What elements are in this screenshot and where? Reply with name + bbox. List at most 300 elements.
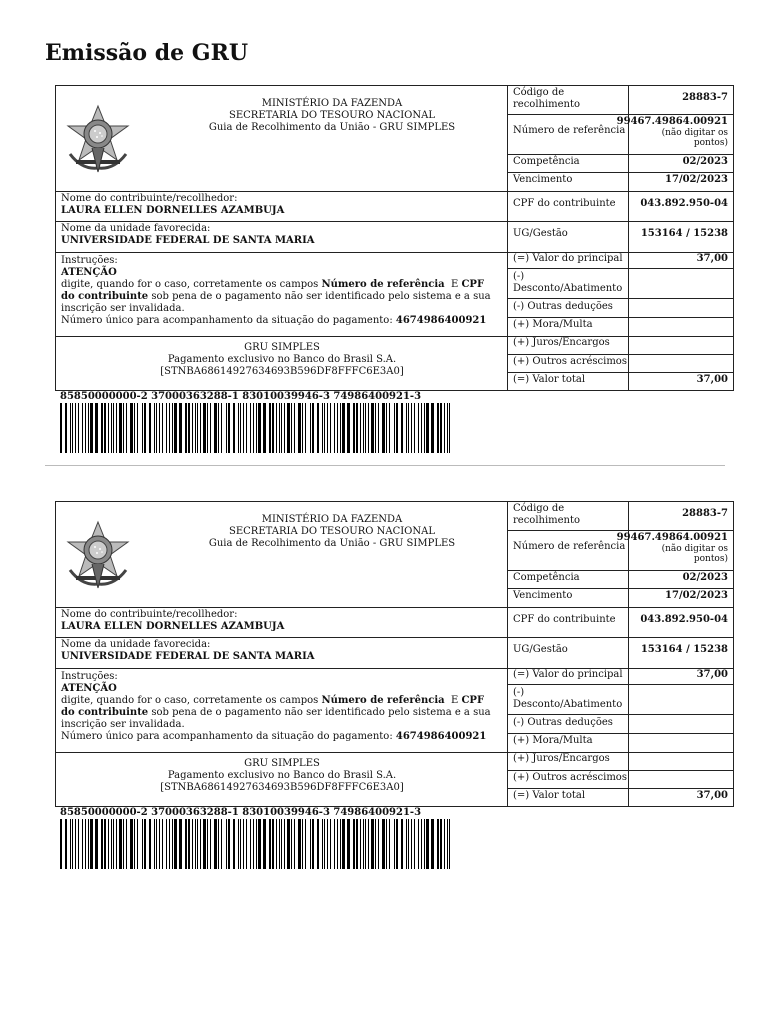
barcode-bar — [340, 819, 341, 869]
barcode-bar — [334, 819, 335, 869]
barcode-bar — [174, 819, 177, 869]
barcode-bar — [426, 403, 429, 453]
footer-banco: Pagamento exclusivo no Banco do Brasil S.A. — [167, 354, 397, 365]
barcode-bar — [382, 403, 385, 453]
linha-digitavel: 85850000000-2 37000363288-1 83010039946-3 74986400921-3 — [60, 391, 422, 402]
barcode-bar — [192, 403, 193, 453]
barcode-bar — [353, 403, 355, 453]
barcode-bar — [90, 403, 93, 453]
contribuinte-cell — [61, 193, 501, 217]
barcode-bar — [142, 403, 143, 453]
brazil-coat-of-arms-icon — [62, 104, 134, 174]
barcode-bar — [82, 819, 83, 869]
barcode-bar — [90, 819, 93, 869]
contribuinte-label: Nome do contribuinte/recollhedor: — [61, 193, 238, 204]
gru-type: Guia de Recolhimento da União - GRU SIMPLES — [208, 122, 456, 133]
barcode-bar — [210, 819, 211, 869]
barcode-bar — [116, 819, 117, 869]
gru-right-column — [508, 502, 733, 806]
barcode-bar — [269, 819, 271, 869]
juros-label: (+) Juros/Encargos — [513, 753, 610, 764]
barcode-bar — [221, 403, 222, 453]
barcode-bar — [154, 819, 155, 869]
barcode-bar — [317, 819, 319, 869]
barcode-bar — [203, 403, 206, 453]
barcode-bar — [258, 819, 261, 869]
barcode-bar — [228, 403, 230, 453]
barcode-bar — [75, 403, 76, 453]
instrucoes-text — [61, 279, 501, 315]
barcode-bar — [394, 403, 395, 453]
barcode-bar — [75, 819, 76, 869]
barcode-bar — [298, 819, 301, 869]
vencimento-value: 17/02/2023 — [665, 590, 728, 601]
instrucoes-text-part: digite, quando for o caso, corretamente os campos — [61, 279, 322, 290]
barcode-bar — [195, 819, 196, 869]
instrucoes-text-part: sob pena de o pagamento não ser identificado pelo sistema e a sua inscrição ser invalidada. — [61, 707, 491, 730]
total-value: 37,00 — [696, 374, 728, 385]
barcode-bar — [418, 403, 419, 453]
atencao-label: ATENÇÃO — [61, 683, 117, 694]
barcode-bar — [185, 819, 187, 869]
unidade-label: Nome da unidade favorecida: — [61, 223, 211, 234]
barcode-bar — [65, 403, 67, 453]
footer-codigo: [STNBA68614927634693B596DF8FFFC6E3A0] — [160, 366, 404, 377]
barcode-bar — [269, 403, 271, 453]
cpf-label: CPF do contribuinte — [513, 614, 616, 625]
barcode-bar — [243, 819, 244, 869]
barcode-bar — [101, 403, 103, 453]
numero-unico-value: 4674986400921 — [395, 731, 487, 742]
barcode-bar — [108, 403, 109, 453]
instrucoes-text-part: digite, quando for o caso, corretamente os campos — [61, 695, 322, 706]
barcode-bar — [365, 819, 366, 869]
ug-label: UG/Gestão — [513, 644, 568, 655]
barcode-bar — [334, 403, 335, 453]
numero-unico-line — [61, 731, 501, 743]
barcode-bar — [276, 403, 277, 453]
barcode-bar — [253, 403, 254, 453]
barcode-bar — [294, 819, 295, 869]
instrucoes-label: Instruções: — [61, 671, 118, 682]
barcode-bar — [82, 403, 83, 453]
barcode-bar — [188, 819, 190, 869]
barcode-bar — [256, 819, 257, 869]
gru-copy-2 — [55, 501, 734, 818]
cpf-label: CPF do contribuinte — [513, 198, 616, 209]
total-label: (=) Valor total — [513, 374, 586, 385]
barcode-bar — [424, 403, 425, 453]
barcode-bar — [437, 819, 439, 869]
barcode-bar — [126, 819, 127, 869]
barcode-bar — [337, 403, 338, 453]
barcode-bar — [240, 403, 241, 453]
instrucoes-bold-cpf: CPF do contribuinte — [61, 279, 485, 302]
page-title: Emissão de GRU — [45, 40, 249, 66]
instrucoes-text-part: sob pena de o pagamento não ser identificado pelo sistema e a sua inscrição ser invalidada. — [61, 291, 491, 314]
referencia-value-block — [617, 532, 728, 564]
acrescimos-label: (+) Outros acréscimos — [513, 772, 627, 783]
barcode-bar — [444, 403, 445, 453]
juros-label: (+) Juros/Encargos — [513, 337, 610, 348]
barcode-bar — [258, 403, 261, 453]
barcode-bar — [156, 819, 157, 869]
barcode-bar — [169, 403, 170, 453]
barcode-bar — [284, 403, 285, 453]
contribuinte-value: LAURA ELLEN DORNELLES AZAMBUJA — [61, 205, 285, 216]
barcode-bar — [246, 819, 247, 869]
barcode-bar — [214, 403, 217, 453]
barcode-bar — [200, 819, 201, 869]
barcode-bar — [356, 819, 358, 869]
barcode-bar — [279, 403, 280, 453]
footer-codigo: [STNBA68614927634693B596DF8FFFC6E3A0] — [160, 782, 404, 793]
barcode-bar — [305, 819, 306, 869]
secretariat-name: SECRETARIA DO TESOURO NACIONAL — [229, 110, 435, 121]
barcode-bar — [414, 819, 415, 869]
barcode-bar — [123, 819, 124, 869]
principal-value: 37,00 — [696, 253, 728, 264]
instrucoes-text — [61, 695, 501, 731]
barcode-bar — [310, 403, 311, 453]
barcode-bar — [78, 403, 79, 453]
contribuinte-cell — [61, 609, 501, 633]
barcode-bar — [72, 819, 73, 869]
deducoes-label: (-) Outras deduções — [513, 301, 613, 312]
barcode-bar — [378, 403, 379, 453]
barcode-bar — [197, 819, 198, 869]
barcode-bar — [368, 819, 369, 869]
barcode-bar — [226, 819, 227, 869]
barcode-bar — [449, 403, 450, 453]
secretariat-name: SECRETARIA DO TESOURO NACIONAL — [229, 526, 435, 537]
barcode-bar — [226, 403, 227, 453]
gru-header-text — [136, 98, 528, 134]
barcode — [60, 819, 452, 869]
barcode-bar — [272, 403, 274, 453]
barcode-bar — [287, 819, 290, 869]
barcode-bar — [302, 403, 303, 453]
barcode-bar — [375, 403, 376, 453]
barcode-bar — [134, 819, 135, 869]
referencia-note: (não digitar os pontos) — [661, 128, 728, 148]
barcode-bar — [60, 403, 62, 453]
gru-header-text — [136, 514, 528, 550]
barcode-bar — [406, 403, 407, 453]
barcode-bar — [256, 403, 257, 453]
barcode-bar — [281, 403, 282, 453]
barcode-bar — [113, 819, 114, 869]
barcode-bar — [426, 819, 429, 869]
gru-header — [56, 502, 508, 607]
unidade-label: Nome da unidade favorecida: — [61, 639, 211, 650]
brazil-coat-of-arms-icon — [62, 520, 134, 590]
barcode-bar — [368, 403, 369, 453]
contribuinte-label: Nome do contribuinte/recollhedor: — [61, 609, 238, 620]
codigo-label: Código de recolhimento — [513, 503, 581, 526]
barcode-bar — [298, 403, 301, 453]
barcode-bar — [85, 403, 86, 453]
barcode-bar — [347, 403, 350, 453]
codigo-value: 28883-7 — [682, 92, 728, 103]
barcode-bar — [95, 819, 98, 869]
barcode-bar — [195, 403, 196, 453]
barcode-bar — [126, 403, 127, 453]
footer-gru-simples: GRU SIMPLES — [244, 758, 320, 769]
gru-form — [55, 501, 734, 807]
barcode-bar — [172, 403, 173, 453]
barcode-bar — [414, 403, 415, 453]
vencimento-label: Vencimento — [513, 590, 573, 601]
instrucoes-cell — [61, 671, 501, 743]
gru-header — [56, 86, 508, 191]
barcode-bar — [221, 819, 222, 869]
barcode-bar — [218, 403, 219, 453]
linha-digitavel: 85850000000-2 37000363288-1 83010039946-3 74986400921-3 — [60, 807, 422, 818]
barcode-bar — [444, 819, 445, 869]
desconto-label: (-) Desconto/Abatimento — [513, 687, 623, 710]
barcode-bar — [156, 403, 157, 453]
barcode-bar — [88, 403, 89, 453]
referencia-label: Número de referência — [513, 125, 626, 136]
barcode-bar — [149, 403, 151, 453]
barcode-bar — [214, 819, 217, 869]
barcode-bar — [327, 403, 328, 453]
barcode-bar — [281, 819, 282, 869]
acrescimos-label: (+) Outros acréscimos — [513, 356, 627, 367]
unidade-value: UNIVERSIDADE FEDERAL DE SANTA MARIA — [61, 235, 315, 246]
barcode-bar — [159, 819, 160, 869]
referencia-value-block — [617, 116, 728, 148]
vencimento-value: 17/02/2023 — [665, 174, 728, 185]
barcode-bar — [200, 403, 201, 453]
referencia-label: Número de referência — [513, 541, 626, 552]
instrucoes-bold-referencia: Número de referência — [321, 279, 445, 290]
barcode-bar — [394, 819, 395, 869]
barcode-bar — [291, 819, 292, 869]
barcode-bar — [65, 819, 67, 869]
barcode-bar — [363, 403, 364, 453]
barcode-bar — [60, 819, 62, 869]
cpf-value: 043.892.950-04 — [640, 614, 728, 625]
codigo-label: Código de recolhimento — [513, 87, 581, 110]
barcode-bar — [243, 403, 244, 453]
barcode-bar — [421, 403, 422, 453]
barcode-bar — [279, 819, 280, 869]
barcode-bar — [342, 819, 345, 869]
unidade-cell — [61, 639, 501, 663]
barcode-bar — [142, 819, 143, 869]
barcode-bar — [317, 403, 319, 453]
barcode-bar — [123, 403, 124, 453]
barcode-bar — [360, 403, 361, 453]
barcode-bar — [440, 403, 442, 453]
barcode-bar — [111, 403, 112, 453]
barcode-bar — [440, 819, 442, 869]
barcode-bar — [197, 403, 198, 453]
barcode-bar — [188, 403, 190, 453]
barcode-bar — [401, 403, 403, 453]
total-label: (=) Valor total — [513, 790, 586, 801]
barcode-bar — [233, 819, 235, 869]
barcode-bar — [431, 403, 434, 453]
ug-label: UG/Gestão — [513, 228, 568, 239]
barcode-bar — [228, 819, 230, 869]
barcode-bar — [179, 403, 182, 453]
barcode-bar — [312, 819, 314, 869]
barcode-bar — [276, 819, 277, 869]
barcode-bar — [353, 819, 355, 869]
barcode-bar — [421, 819, 422, 869]
barcode-bar — [291, 403, 292, 453]
total-value: 37,00 — [696, 790, 728, 801]
barcode-bar — [396, 403, 398, 453]
unidade-value: UNIVERSIDADE FEDERAL DE SANTA MARIA — [61, 651, 315, 662]
principal-label: (=) Valor do principal — [513, 669, 623, 680]
barcode-bar — [85, 819, 86, 869]
barcode-bar — [382, 819, 385, 869]
barcode-bar — [371, 819, 374, 869]
deducoes-label: (-) Outras deduções — [513, 717, 613, 728]
barcode-bar — [294, 403, 295, 453]
barcode-bar — [431, 819, 434, 869]
numero-unico-label: Número único para acompanhamento da situação do pagamento: — [61, 731, 396, 742]
barcode-bar — [116, 403, 117, 453]
barcode-bar — [327, 819, 328, 869]
barcode-bar — [233, 403, 235, 453]
barcode-bar — [447, 403, 448, 453]
barcode-bar — [360, 819, 361, 869]
barcode-bar — [119, 819, 122, 869]
instrucoes-label: Instruções: — [61, 255, 118, 266]
barcode-bar — [330, 819, 331, 869]
gru-form — [55, 85, 734, 391]
ug-value: 153164 / 15238 — [640, 644, 728, 655]
barcode-bar — [166, 819, 167, 869]
barcode-bar — [207, 403, 208, 453]
barcode-bar — [101, 819, 103, 869]
principal-label: (=) Valor do principal — [513, 253, 623, 264]
barcode-bar — [424, 819, 425, 869]
barcode-bar — [408, 403, 409, 453]
barcode-bar — [322, 819, 323, 869]
gru-type: Guia de Recolhimento da União - GRU SIMPLES — [208, 538, 456, 549]
numero-unico-line — [61, 315, 501, 327]
barcode-bar — [134, 403, 135, 453]
barcode-bar — [119, 403, 122, 453]
barcode-bar — [386, 819, 387, 869]
barcode-bar — [238, 819, 239, 869]
barcode-bar — [310, 819, 311, 869]
barcode-bar — [174, 403, 177, 453]
barcode-bar — [389, 819, 390, 869]
barcode-bar — [111, 819, 112, 869]
barcode-bar — [302, 819, 303, 869]
barcode-bar — [396, 819, 398, 869]
barcode-bar — [324, 403, 325, 453]
barcode-bar — [108, 819, 109, 869]
barcode-bar — [340, 403, 341, 453]
barcode-bar — [386, 403, 387, 453]
barcode-bar — [169, 819, 170, 869]
competencia-value: 02/2023 — [682, 572, 728, 583]
barcode-bar — [185, 403, 187, 453]
barcode-bar — [207, 819, 208, 869]
barcode-bar — [250, 403, 251, 453]
barcode-bar — [238, 403, 239, 453]
atencao-label: ATENÇÃO — [61, 267, 117, 278]
barcode-bar — [356, 403, 358, 453]
instrucoes-bold-cpf: CPF do contribuinte — [61, 695, 485, 718]
barcode-bar — [411, 819, 412, 869]
barcode-bar — [324, 819, 325, 869]
ministry-name: MINISTÉRIO DA FAZENDA — [261, 98, 403, 109]
barcode-bar — [144, 403, 146, 453]
competencia-label: Competência — [513, 156, 580, 167]
gru-footer — [56, 342, 508, 378]
mora-label: (+) Mora/Multa — [513, 735, 593, 746]
barcode-bar — [378, 819, 379, 869]
barcode — [60, 403, 452, 453]
referencia-value: 99467.49864.00921 — [616, 116, 728, 127]
gru-left-column — [56, 86, 508, 390]
barcode-bar — [284, 819, 285, 869]
barcode-bar — [389, 403, 390, 453]
cpf-value: 043.892.950-04 — [640, 198, 728, 209]
competencia-label: Competência — [513, 572, 580, 583]
barcode-bar — [130, 403, 133, 453]
barcode-bar — [411, 403, 412, 453]
barcode-bar — [149, 819, 151, 869]
vencimento-label: Vencimento — [513, 174, 573, 185]
codigo-value: 28883-7 — [682, 508, 728, 519]
barcode-bar — [70, 403, 71, 453]
barcode-bar — [172, 819, 173, 869]
barcode-bar — [337, 819, 338, 869]
barcode-bar — [166, 403, 167, 453]
gru-right-column — [508, 86, 733, 390]
gru-left-column — [56, 502, 508, 806]
barcode-bar — [162, 819, 163, 869]
barcode-bar — [88, 819, 89, 869]
competencia-value: 02/2023 — [682, 156, 728, 167]
barcode-bar — [130, 819, 133, 869]
barcode-bar — [305, 403, 306, 453]
barcode-bar — [263, 403, 266, 453]
barcode-bar — [154, 403, 155, 453]
barcode-bar — [95, 403, 98, 453]
divider — [45, 465, 725, 466]
barcode-bar — [70, 819, 71, 869]
barcode-bar — [418, 819, 419, 869]
barcode-bar — [406, 819, 407, 869]
barcode-bar — [322, 403, 323, 453]
instrucoes-cell — [61, 255, 501, 327]
footer-gru-simples: GRU SIMPLES — [244, 342, 320, 353]
barcode-bar — [272, 819, 274, 869]
barcode-bar — [104, 403, 106, 453]
barcode-bar — [113, 403, 114, 453]
gru-footer — [56, 758, 508, 794]
barcode-bar — [447, 819, 448, 869]
barcode-bar — [437, 403, 439, 453]
barcode-bar — [253, 819, 254, 869]
barcode-bar — [240, 819, 241, 869]
barcode-bar — [263, 819, 266, 869]
barcode-bar — [363, 819, 364, 869]
barcode-bar — [137, 819, 138, 869]
barcode-bar — [250, 819, 251, 869]
